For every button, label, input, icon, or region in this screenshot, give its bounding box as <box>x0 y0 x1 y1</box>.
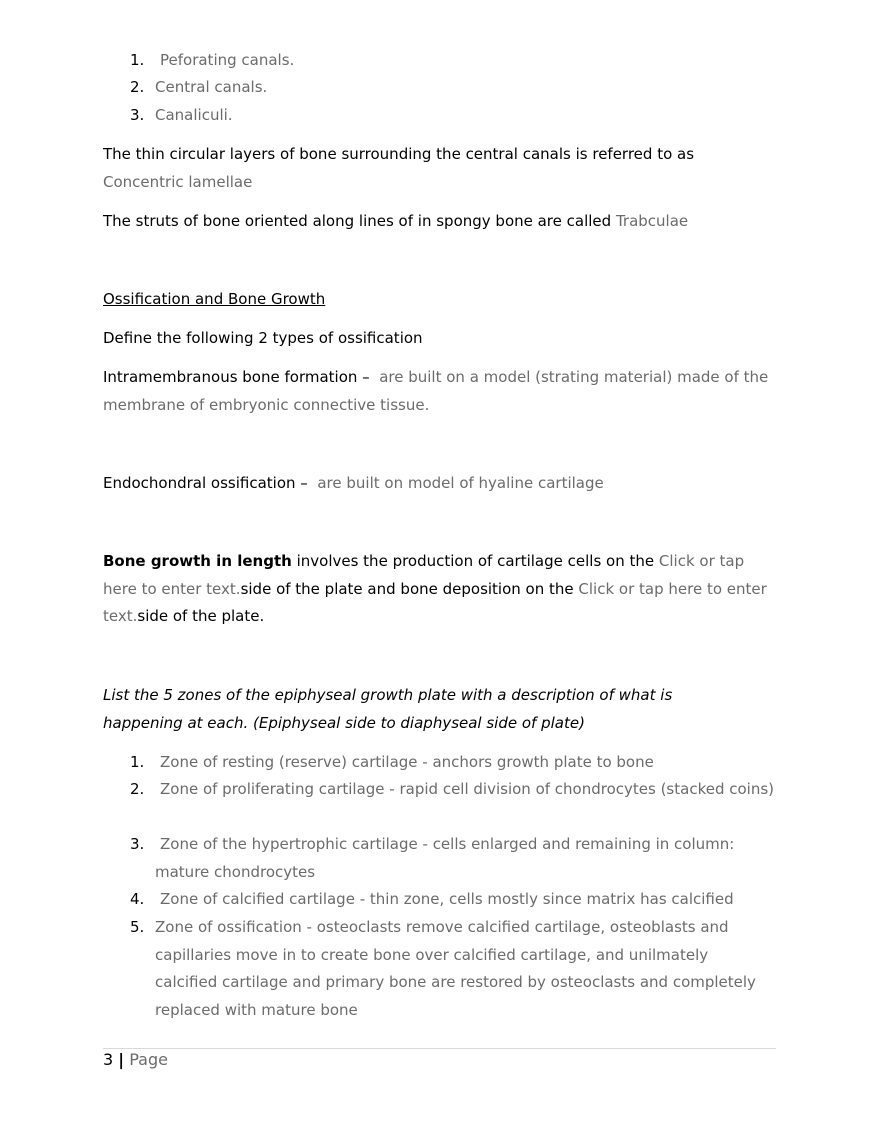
list-item: 2. Zone of proliferating cartilage - rapid cell division of chondrocytes (stacked coins) <box>130 776 780 804</box>
answer-text[interactable]: Trabculae <box>615 212 689 230</box>
define-prompt: Define the following 2 types of ossification <box>103 329 423 347</box>
text-placeholder[interactable]: Click or tap here to enter text. <box>103 579 767 626</box>
list-item: 5. Zone of ossification - osteoclasts remove calcified cartilage, osteoblasts and capillaries move in to create bone over calcified cartilage, and unilmately calcified cartilage and primary bone are restored by osteoclasts and completely replaced with mature bone <box>130 914 780 1025</box>
lamellae-question <box>103 141 778 196</box>
term-label: Endochondral ossification – <box>103 474 308 492</box>
endochondral-definition <box>103 470 778 498</box>
answer-text[interactable]: Peforating canals. <box>160 51 295 69</box>
page-footer <box>103 1046 778 1074</box>
list-item: 1. Peforating canals. <box>130 47 780 75</box>
zones-prompt: List the 5 zones of the epiphyseal growth plate with a description of what is happening at each. (Epiphyseal side to diaphyseal side of plate) <box>103 686 673 732</box>
answer-text[interactable]: Canaliculi. <box>155 106 233 124</box>
answer-text[interactable]: Central canals. <box>155 78 268 96</box>
page-label: Page <box>129 1050 168 1069</box>
question-text: side of the plate and bone deposition on the <box>240 579 574 598</box>
answer-text[interactable]: are built on a model (strating material) made of the membrane of embryonic connective tissue. <box>103 368 769 414</box>
term-label: Intramembranous bone formation – <box>103 368 370 386</box>
answer-text[interactable]: Zone of the hypertrophic cartilage - cells enlarged and remaining in column: mature chondrocytes <box>155 835 735 881</box>
trabeculae-question <box>103 208 778 236</box>
answer-text[interactable]: are built on model of hyaline cartilage <box>317 474 604 492</box>
section-heading: Ossification and Bone Growth <box>103 290 326 308</box>
question-text: The struts of bone oriented along lines of in spongy bone are called <box>103 212 612 230</box>
text-placeholder[interactable]: Click or tap here to enter text. <box>103 552 745 598</box>
list-item: 3. Canaliculi. <box>130 102 780 130</box>
answer-text[interactable]: Zone of calcified cartilage - thin zone, cells mostly since matrix has calcified <box>160 890 734 908</box>
footer-separator: | <box>118 1050 125 1069</box>
answer-text[interactable]: Zone of proliferating cartilage - rapid cell division of chondrocytes (stacked coins) <box>160 780 775 798</box>
list-item: 4. Zone of calcified cartilage - thin zone, cells mostly since matrix has calcified <box>130 886 780 914</box>
answer-text[interactable]: Concentric lamellae <box>103 172 253 191</box>
list-item: 1. Zone of resting (reserve) cartilage - anchors growth plate to bone <box>130 749 780 777</box>
bone-growth-question <box>103 548 778 631</box>
bold-term: Bone growth in length <box>103 552 292 570</box>
answer-text[interactable]: Zone of ossification - osteoclasts remove calcified cartilage, osteoblasts and capillaries move in to create bone over calcified cartilage, and unilmately calcified cartilage and primary bone are restored by osteoclasts and completely replaced with mature bone <box>155 918 756 1020</box>
answer-text[interactable]: Zone of resting (reserve) cartilage - anchors growth plate to bone <box>160 753 654 771</box>
list-item: 2. Central canals. <box>130 74 780 102</box>
question-text: involves the production of cartilage cells on the <box>296 552 655 570</box>
question-text: side of the plate. <box>137 607 265 626</box>
page-number: 3 <box>103 1050 114 1069</box>
question-text: The thin circular layers of bone surrounding the central canals is referred to as <box>103 145 695 163</box>
intramembranous-definition <box>103 364 778 419</box>
list-item: 3. Zone of the hypertrophic cartilage - cells enlarged and remaining in column: mature chondrocytes <box>130 831 780 886</box>
